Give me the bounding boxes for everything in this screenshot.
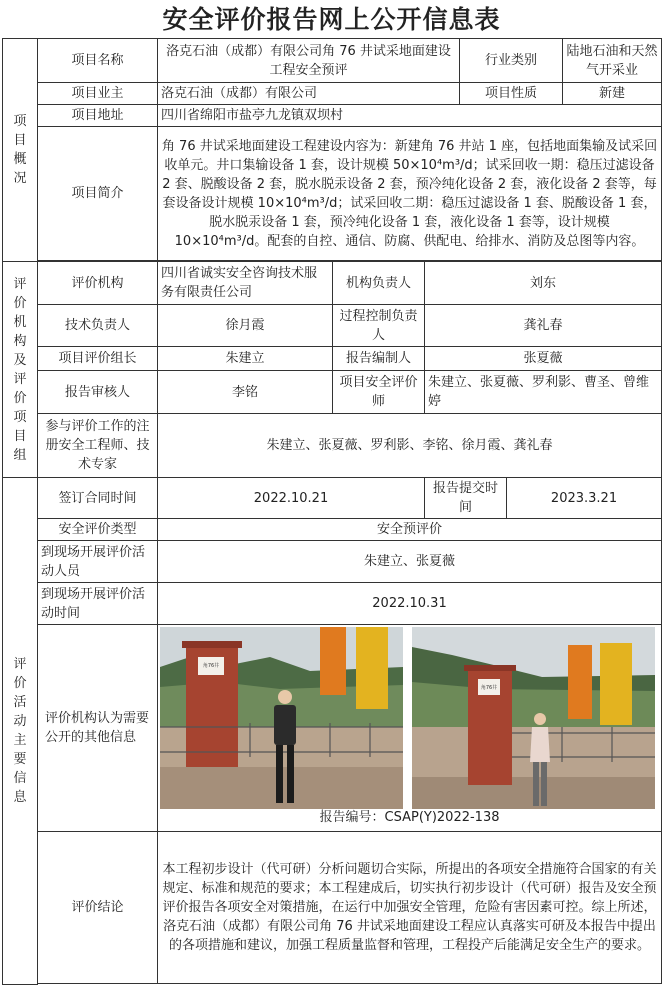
project-nature-label: 项目性质: [460, 83, 563, 105]
project-intro: 角 76 井试采地面建设工程建设内容为：新建角 76 井站 1 座，包括地面集输及试采回收单元。井口集输设备 1 套，设计规模 50×10⁴m³/d；试采回收一期：稳压过滤设备 2 套、脱酸设备 2 套，脱水脱汞设备 2 套，预冷纯化设备 2 套，液化设备 2 套等，每套设备设计规模 10×10⁴m³/d；试采回收二期：稳压过滤设备 1 套、脱酸设备 1 套，脱水脱汞设备 1 套，预冷纯化设备 1 套，液化设备 1 套等，设计规模 10×10⁴m³/d。配套的自控、通信、防腐、供配电、给排水、消防及总图等内容。: [158, 127, 662, 261]
photo-2-sign-text: 角76井: [480, 685, 498, 691]
section-activity-info: 评价活动主要信息: [3, 478, 38, 985]
site-staff: 朱建立、张夏薇: [158, 541, 662, 583]
org-head: 刘东: [425, 262, 662, 305]
leader: 朱建立: [158, 347, 333, 371]
info-table: [2, 38, 662, 985]
contract-date-label: 签订合同时间: [38, 478, 158, 519]
assessors: 朱建立、张夏薇、罗利影、曹圣、曾维婷: [425, 371, 662, 414]
process-head-label: 过程控制负责人: [333, 305, 425, 347]
org-label: 评价机构: [38, 262, 158, 305]
contract-date: 2022.10.21: [158, 478, 425, 519]
project-owner-label: 项目业主: [38, 83, 158, 105]
submit-date-label: 报告提交时间: [425, 478, 507, 519]
industry-label: 行业类别: [460, 39, 563, 83]
section-evaluation-team: 评价机构及评价项目组: [3, 262, 38, 478]
conclusion: 本工程初步设计（代可研）分析问题切合实际，所提出的各项安全措施符合国家的有关规定、标准和规范的要求；本工程建成后，切实执行初步设计（代可研）报告及安全预评价报告各项安全对策措施，在运行中加强安全管理，危险有害因素可控。综上所述，洛克石油（成都）有限公司角 76 井试采地面建设工程应认真落实可研及本报告中提出的各项措施和建议，加强工程质量监督和管理，工程投产后能满足安全生产的要求。: [158, 832, 662, 984]
org-name: 四川省诚实安全咨询技术服务有限责任公司: [158, 262, 333, 305]
leader-label: 项目评价组长: [38, 347, 158, 371]
project-name: 洛克石油（成都）有限公司角 76 井试采地面建设工程安全预评: [158, 39, 460, 83]
report-number: 报告编号：CSAP(Y)2022-138: [319, 810, 500, 825]
tech-head: 徐月霞: [158, 305, 333, 347]
compiler: 张夏薇: [425, 347, 662, 371]
site-time: 2022.10.31: [158, 583, 662, 625]
reviewer-label: 报告审核人: [38, 371, 158, 414]
evaluation-type: 安全预评价: [158, 519, 662, 541]
project-intro-label: 项目简介: [38, 127, 158, 261]
photo-1-sign-text: 角76井: [202, 663, 220, 669]
project-nature: 新建: [563, 83, 662, 105]
site-time-label: 到现场开展评价活动时间: [38, 583, 158, 625]
industry: 陆地石油和天然气开采业: [563, 39, 662, 83]
site-photo-1: [160, 627, 403, 809]
experts: 朱建立、张夏薇、罗利影、李铭、徐月霞、龚礼春: [158, 414, 662, 478]
site-photo-2: [412, 627, 655, 809]
compiler-label: 报告编制人: [333, 347, 425, 371]
project-name-label: 项目名称: [38, 39, 158, 83]
experts-label: 参与评价工作的注册安全工程师、技术专家: [38, 414, 158, 478]
tech-head-label: 技术负责人: [38, 305, 158, 347]
process-head: 龚礼春: [425, 305, 662, 347]
conclusion-label: 评价结论: [38, 832, 158, 984]
project-owner: 洛克石油（成都）有限公司: [158, 83, 460, 105]
other-info-content: [158, 625, 662, 832]
assessors-label: 项目安全评价师: [333, 371, 425, 414]
evaluation-type-label: 安全评价类型: [38, 519, 158, 541]
org-head-label: 机构负责人: [333, 262, 425, 305]
other-info-label: 评价机构认为需要公开的其他信息: [38, 625, 158, 832]
project-location-label: 项目地址: [38, 105, 158, 127]
section-project-overview: 项目概况: [3, 39, 38, 262]
page-title: 安全评价报告网上公开信息表: [162, 5, 501, 34]
reviewer: 李铭: [158, 371, 333, 414]
site-staff-label: 到现场开展评价活动人员: [38, 541, 158, 583]
project-location: 四川省绵阳市盐亭九龙镇双坝村: [158, 105, 662, 127]
submit-date: 2023.3.21: [507, 478, 662, 519]
